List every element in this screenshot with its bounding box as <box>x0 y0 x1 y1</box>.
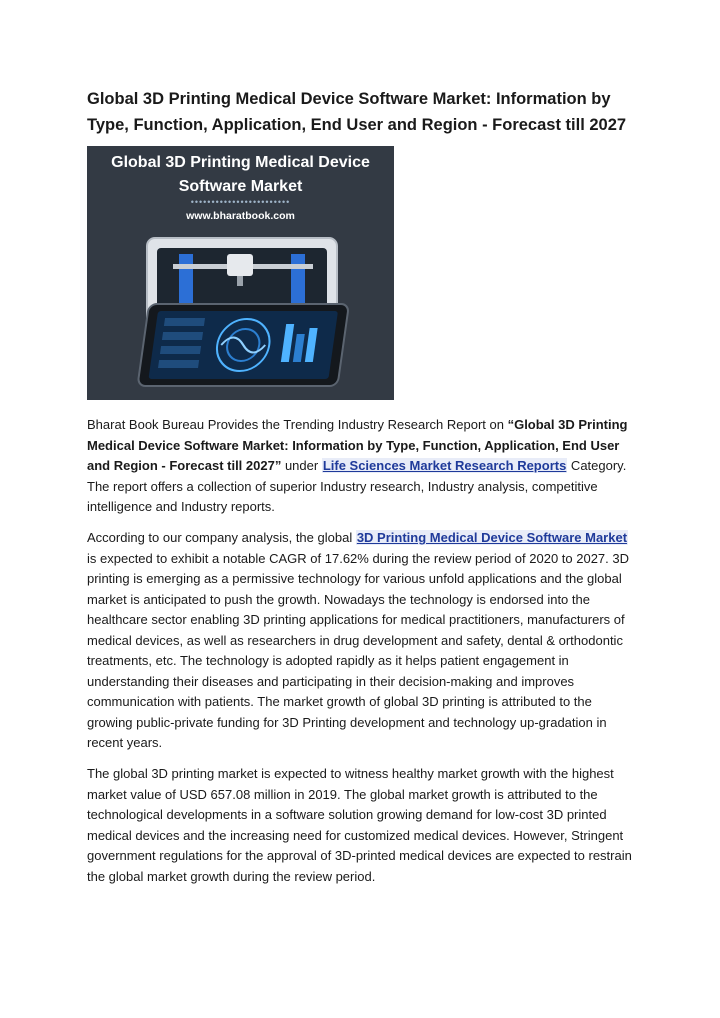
paragraph-text: Category. The report offers a collection of superior Industry research, Industry analysis, competitive intelligence and Industry reports. <box>87 458 627 514</box>
report-title-quote: “Global 3D Printing Medical Device Software Market: Information by Type, Function, Application, End User and Region - Forecast till 2027” <box>87 417 628 473</box>
paragraph-text: According to our company analysis, the global <box>87 530 356 545</box>
paragraph-analysis <box>87 528 635 754</box>
paragraph-intro <box>87 415 635 518</box>
banner-dot-divider: •••••••••••••••••••••••• <box>190 197 291 207</box>
life-sciences-reports-link[interactable]: Life Sciences Market Research Reports <box>322 458 567 473</box>
market-report-link[interactable]: 3D Printing Medical Device Software Market <box>356 530 628 545</box>
paragraph-market-value: The global 3D printing market is expected to witness healthy market growth with the highest market value of USD 657.08 million in 2019. The global market growth is attributed to the technological developments in a software solution growing demand for low-cost 3D printed medical devices and the increasing need for customized medical devices. However, Stringent government regulations for the approval of 3D-printed medical devices are expected to restrain the global market growth during the review period. <box>87 766 632 884</box>
paragraph-text: is expected to exhibit a notable CAGR of 17.62% during the review period of 2020 to 2027. 3D printing is emerging as a permissive technology for various unfold applications and the global market is anticipated to push the growth. Nowadays the technology is endorsed into the healthcare sector enabling 3D printing applications for medical practitioners, manufacturers of medical devices, as well as researchers in drug development and safety, dental & orthodontic treatments, etc. The technology is adopted rapidly as it helps patient engagement in understanding their diseases and participating in their decision-making and improves communication with patients. The market growth of global 3D printing is attributed to the growing public-private funding for 3D Printing development and technology up-gradation in recent years. <box>87 550 630 750</box>
document-title: Global 3D Printing Medical Device Software Market: Information by Type, Function, Application, End User and Region - Forecast till 2027 <box>87 90 627 134</box>
banner-image <box>87 146 394 400</box>
paragraph-text: Bharat Book Bureau Provides the Trending Industry Research Report on <box>87 417 508 432</box>
banner-url: www.bharatbook.com <box>186 210 295 222</box>
paragraph-text: under <box>281 458 322 473</box>
banner-heading: Global 3D Printing Medical Device Software Market <box>111 154 370 195</box>
